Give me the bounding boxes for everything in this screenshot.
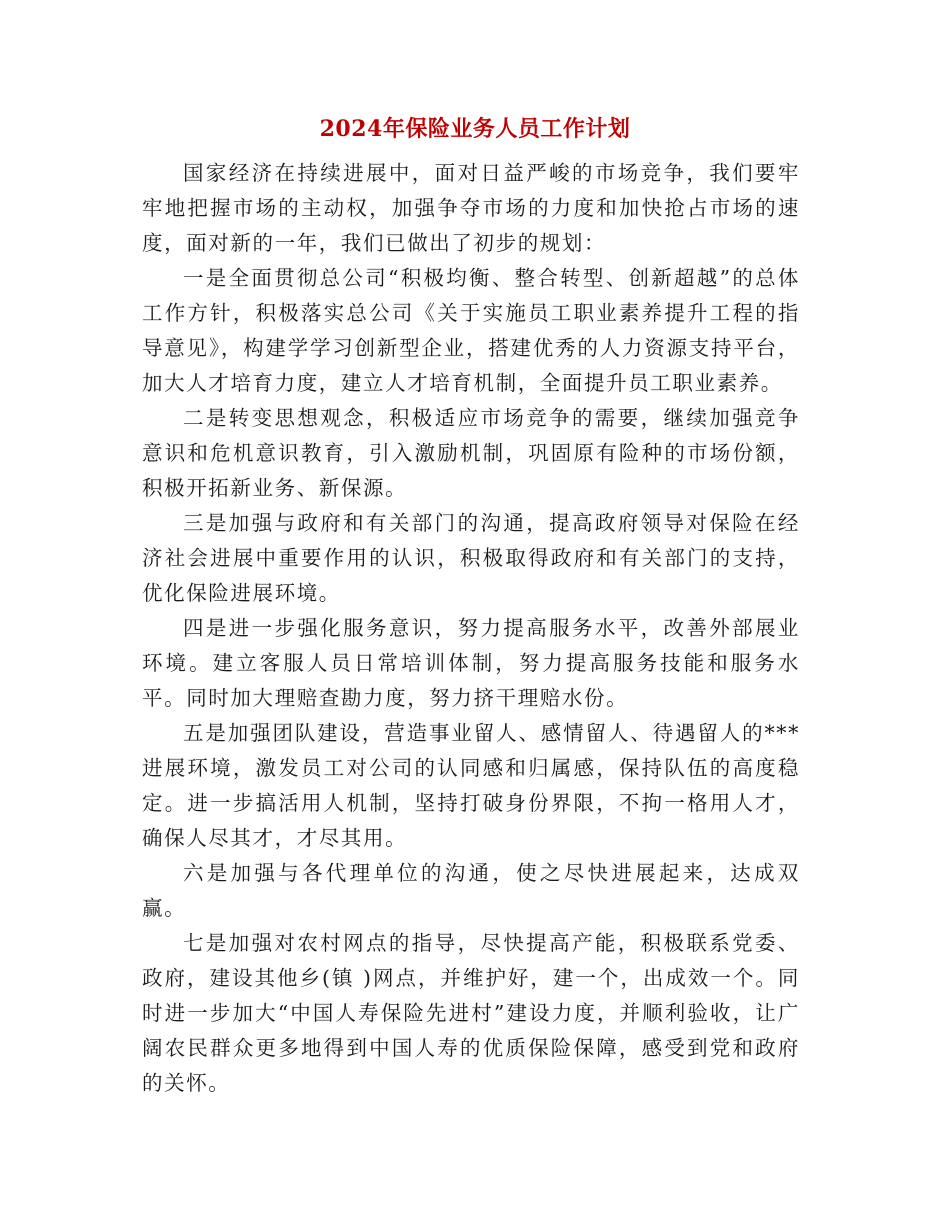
paragraph-point-5: 五是加强团队建设，营造事业留人、感情留人、待遇留人的***进展环境，激发员工对公司的认同感和归属感，保持队伍的高度稳定。进一步搞活用人机制，坚持打破身份界限，不拘一格用人才，确保人尽其才，才尽其用。 xyxy=(142,721,800,850)
paragraph-point-2: 二是转变思想观念，积极适应市场竞争的需要，继续加强竞争意识和危机意识教育，引入激励机制，巩固原有险种的市场份额，积极开拓新业务、新保源。 xyxy=(142,406,800,500)
paragraph-point-6: 六是加强与各代理单位的沟通，使之尽快进展起来，达成双赢。 xyxy=(142,861,800,920)
paragraph-point-3: 三是加强与政府和有关部门的沟通，提高政府领导对保险在经济社会进展中重要作用的认识，积极取得政府和有关部门的支持，优化保险进展环境。 xyxy=(142,511,800,605)
document-title: 2024年保险业务人员工作计划 xyxy=(319,116,631,142)
paragraph-point-4: 四是进一步强化服务意识，努力提高服务水平，改善外部展业环境。建立客服人员日常培训体制，努力提高服务技能和服务水平。同时加大理赔查勘力度，努力挤干理赔水份。 xyxy=(142,616,800,710)
paragraph-point-1: 一是全面贯彻总公司“积极均衡、整合转型、创新超越”的总体工作方针，积极落实总公司《关于实施员工职业素养提升工程的指导意见》，构建学学习创新型企业，搭建优秀的人力资源支持平台，加大人才培育力度，建立人才培育机制，全面提升员工职业素养。 xyxy=(142,266,800,395)
document-body xyxy=(142,156,800,1101)
paragraph-point-7: 七是加强对农村网点的指导，尽快提高产能，积极联系党委、政府，建设其他乡(镇 )网点，并维护好，建一个，出成效一个。同时进一步加大“中国人寿保险先进村”建设力度，并顺利验收，让广阔农民群众更多地得到中国人寿的优质保险保障，感受到党和政府的关怀。 xyxy=(142,931,800,1095)
paragraph-intro: 国家经济在持续进展中，面对日益严峻的市场竞争，我们要牢牢地把握市场的主动权，加强争夺市场的力度和加快抢占市场的速度，面对新的一年，我们已做出了初步的规划： xyxy=(142,161,800,255)
